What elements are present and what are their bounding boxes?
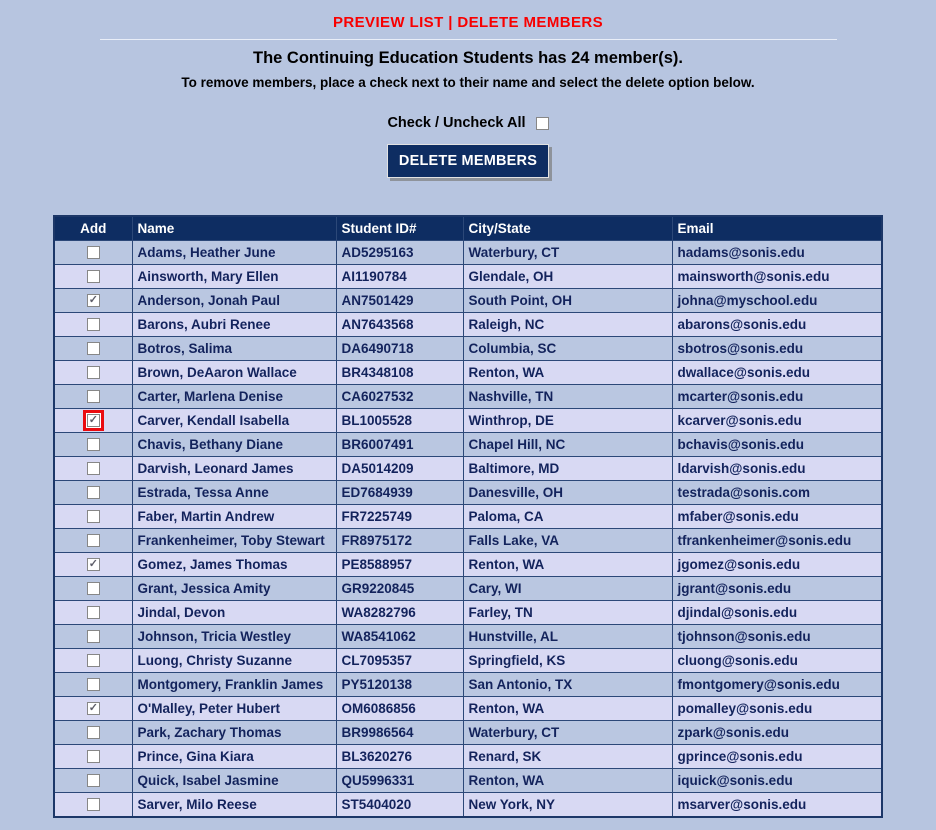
member-student-id: WA8282796 [336,601,463,625]
member-checkbox-cell [54,361,132,385]
member-email: fmontgomery@sonis.edu [672,673,882,697]
member-email: kcarver@sonis.edu [672,409,882,433]
delete-members-button[interactable]: DELETE MEMBERS [387,144,549,178]
member-student-id: BL1005528 [336,409,463,433]
member-checkbox-cell [54,697,132,721]
table-row [54,241,882,265]
column-header-name: Name [132,216,336,241]
table-row [54,289,882,313]
table-row [54,745,882,769]
member-name: Jindal, Devon [132,601,336,625]
member-email: sbotros@sonis.edu [672,337,882,361]
member-name: Gomez, James Thomas [132,553,336,577]
member-city-state: Hunstville, AL [463,625,672,649]
member-checkbox[interactable] [87,798,100,811]
member-name: Barons, Aubri Renee [132,313,336,337]
member-city-state: Danesville, OH [463,481,672,505]
table-row [54,649,882,673]
member-checkbox-cell [54,577,132,601]
member-checkbox-cell [54,625,132,649]
member-checkbox[interactable] [87,726,100,739]
check-uncheck-all-label: Check / Uncheck All [387,115,526,131]
table-row [54,769,882,793]
member-student-id: WA8541062 [336,625,463,649]
member-name: Adams, Heather June [132,241,336,265]
table-row [54,721,882,745]
member-city-state: Raleigh, NC [463,313,672,337]
member-student-id: CA6027532 [336,385,463,409]
checkbox-highlight-box [83,458,104,479]
table-row [54,793,882,818]
member-email: iquick@sonis.edu [672,769,882,793]
member-student-id: FR7225749 [336,505,463,529]
member-checkbox[interactable] [87,630,100,643]
table-row [54,337,882,361]
member-checkbox[interactable] [87,342,100,355]
member-city-state: Farley, TN [463,601,672,625]
member-city-state: Renard, SK [463,745,672,769]
member-student-id: ED7684939 [336,481,463,505]
member-student-id: OM6086856 [336,697,463,721]
member-name: Brown, DeAaron Wallace [132,361,336,385]
member-checkbox-cell [54,433,132,457]
member-checkbox[interactable] [87,774,100,787]
checkbox-highlight-box [83,674,104,695]
table-row [54,313,882,337]
member-student-id: BL3620276 [336,745,463,769]
header-row [54,216,882,241]
member-checkbox[interactable] [87,702,100,715]
member-checkbox[interactable] [87,534,100,547]
button-row [0,144,936,178]
member-checkbox-cell [54,481,132,505]
member-student-id: DA6490718 [336,337,463,361]
check-uncheck-all-checkbox[interactable] [536,117,549,130]
instruction-text: To remove members, place a check next to their name and select the delete option below. [181,75,755,90]
table-row [54,433,882,457]
column-header-email: Email [672,216,882,241]
member-city-state: New York, NY [463,793,672,818]
checkbox-highlight-box [83,482,104,503]
member-student-id: AN7501429 [336,289,463,313]
member-checkbox[interactable] [87,462,100,475]
member-checkbox[interactable] [87,678,100,691]
member-city-state: Renton, WA [463,553,672,577]
member-checkbox[interactable] [87,390,100,403]
member-checkbox[interactable] [87,558,100,571]
member-city-state: Renton, WA [463,769,672,793]
member-city-state: Chapel Hill, NC [463,433,672,457]
member-checkbox[interactable] [87,510,100,523]
table-row [54,361,882,385]
member-checkbox-cell [54,409,132,433]
member-student-id: GR9220845 [336,577,463,601]
member-student-id: PY5120138 [336,673,463,697]
checkbox-highlight-box [83,506,104,527]
member-student-id: CL7095357 [336,649,463,673]
member-email: msarver@sonis.edu [672,793,882,818]
checkbox-highlight-box [83,746,104,767]
member-city-state: Winthrop, DE [463,409,672,433]
member-name: Luong, Christy Suzanne [132,649,336,673]
checkbox-highlight-box [83,266,104,287]
member-checkbox[interactable] [87,414,100,427]
member-checkbox-cell [54,241,132,265]
member-checkbox-cell [54,265,132,289]
member-name: Prince, Gina Kiara [132,745,336,769]
members-table-body [54,241,882,818]
member-email: tjohnson@sonis.edu [672,625,882,649]
member-checkbox-cell [54,745,132,769]
table-row [54,553,882,577]
member-name: Anderson, Jonah Paul [132,289,336,313]
checkbox-highlight-box [83,410,104,431]
page-title: PREVIEW LIST | DELETE MEMBERS [333,14,603,31]
member-student-id: AI1190784 [336,265,463,289]
member-name: Estrada, Tessa Anne [132,481,336,505]
member-email: jgrant@sonis.edu [672,577,882,601]
member-checkbox[interactable] [87,246,100,259]
checkbox-highlight-box [83,362,104,383]
member-name: Darvish, Leonard James [132,457,336,481]
member-email: gprince@sonis.edu [672,745,882,769]
member-checkbox-cell [54,505,132,529]
member-city-state: Falls Lake, VA [463,529,672,553]
checkbox-highlight-box [83,290,104,311]
member-checkbox[interactable] [87,486,100,499]
member-student-id: FR8975172 [336,529,463,553]
member-email: jgomez@sonis.edu [672,553,882,577]
table-row [54,409,882,433]
member-email: abarons@sonis.edu [672,313,882,337]
member-checkbox[interactable] [87,750,100,763]
checkbox-highlight-box [83,554,104,575]
member-name: O'Malley, Peter Hubert [132,697,336,721]
member-city-state: Cary, WI [463,577,672,601]
divider [100,39,837,40]
checkbox-highlight-box [83,530,104,551]
member-checkbox-cell [54,793,132,818]
member-email: bchavis@sonis.edu [672,433,882,457]
checkbox-highlight-box [83,722,104,743]
member-email: tfrankenheimer@sonis.edu [672,529,882,553]
table-row [54,697,882,721]
table-row [54,385,882,409]
member-name: Faber, Martin Andrew [132,505,336,529]
member-checkbox-cell [54,721,132,745]
table-row [54,481,882,505]
member-checkbox-cell [54,385,132,409]
checkbox-highlight-box [83,314,104,335]
member-checkbox-cell [54,601,132,625]
member-city-state: Nashville, TN [463,385,672,409]
member-checkbox[interactable] [87,582,100,595]
member-email: mcarter@sonis.edu [672,385,882,409]
checkbox-highlight-box [83,626,104,647]
member-name: Grant, Jessica Amity [132,577,336,601]
member-name: Frankenheimer, Toby Stewart [132,529,336,553]
member-email: zpark@sonis.edu [672,721,882,745]
table-row [54,457,882,481]
member-name: Chavis, Bethany Diane [132,433,336,457]
member-name: Montgomery, Franklin James [132,673,336,697]
checkbox-highlight-box [83,602,104,623]
checkbox-highlight-box [83,794,104,815]
table-row [54,577,882,601]
member-checkbox[interactable] [87,270,100,283]
member-checkbox[interactable] [87,318,100,331]
checkbox-highlight-box [83,650,104,671]
member-student-id: PE8588957 [336,553,463,577]
member-name: Botros, Salima [132,337,336,361]
check-uncheck-all-row [0,115,936,131]
member-email: johna@myschool.edu [672,289,882,313]
member-city-state: Columbia, SC [463,337,672,361]
checkbox-highlight-box [83,434,104,455]
member-checkbox-cell [54,529,132,553]
member-city-state: Renton, WA [463,697,672,721]
member-checkbox-cell [54,769,132,793]
checkbox-highlight-box [83,698,104,719]
member-student-id: AD5295163 [336,241,463,265]
member-email: mainsworth@sonis.edu [672,265,882,289]
column-header-city-state: City/State [463,216,672,241]
member-student-id: BR9986564 [336,721,463,745]
member-student-id: BR4348108 [336,361,463,385]
table-row [54,529,882,553]
member-checkbox[interactable] [87,654,100,667]
table-row [54,625,882,649]
member-name: Johnson, Tricia Westley [132,625,336,649]
column-header-add: Add [54,216,132,241]
member-checkbox[interactable] [87,366,100,379]
member-checkbox[interactable] [87,606,100,619]
member-email: hadams@sonis.edu [672,241,882,265]
checkbox-highlight-box [83,386,104,407]
checkbox-highlight-box [83,338,104,359]
member-city-state: Springfield, KS [463,649,672,673]
member-city-state: Renton, WA [463,361,672,385]
table-row [54,673,882,697]
member-name: Park, Zachary Thomas [132,721,336,745]
member-student-id: ST5404020 [336,793,463,818]
member-city-state: Waterbury, CT [463,241,672,265]
table-row [54,505,882,529]
member-checkbox-cell [54,673,132,697]
member-checkbox-cell [54,289,132,313]
member-name: Quick, Isabel Jasmine [132,769,336,793]
member-email: mfaber@sonis.edu [672,505,882,529]
member-name: Carver, Kendall Isabella [132,409,336,433]
member-city-state: South Point, OH [463,289,672,313]
member-email: djindal@sonis.edu [672,601,882,625]
member-checkbox-cell [54,313,132,337]
member-email: dwallace@sonis.edu [672,361,882,385]
checkbox-highlight-box [83,242,104,263]
member-email: pomalley@sonis.edu [672,697,882,721]
member-checkbox-cell [54,337,132,361]
member-city-state: Baltimore, MD [463,457,672,481]
column-header-student-id: Student ID# [336,216,463,241]
member-student-id: BR6007491 [336,433,463,457]
member-checkbox-cell [54,457,132,481]
member-checkbox[interactable] [87,438,100,451]
table-row [54,601,882,625]
table-row [54,265,882,289]
member-city-state: Waterbury, CT [463,721,672,745]
member-name: Ainsworth, Mary Ellen [132,265,336,289]
member-count-heading: The Continuing Education Students has 24 member(s). [253,49,683,67]
member-checkbox-cell [54,553,132,577]
member-student-id: DA5014209 [336,457,463,481]
member-name: Sarver, Milo Reese [132,793,336,818]
member-checkbox[interactable] [87,294,100,307]
checkbox-highlight-box [83,770,104,791]
member-email: ldarvish@sonis.edu [672,457,882,481]
members-table-header [54,216,882,241]
checkbox-highlight-box [83,578,104,599]
member-name: Carter, Marlena Denise [132,385,336,409]
member-email: testrada@sonis.com [672,481,882,505]
members-table [53,215,883,818]
member-student-id: QU5996331 [336,769,463,793]
member-city-state: Paloma, CA [463,505,672,529]
member-city-state: San Antonio, TX [463,673,672,697]
member-city-state: Glendale, OH [463,265,672,289]
member-email: cluong@sonis.edu [672,649,882,673]
member-checkbox-cell [54,649,132,673]
member-student-id: AN7643568 [336,313,463,337]
